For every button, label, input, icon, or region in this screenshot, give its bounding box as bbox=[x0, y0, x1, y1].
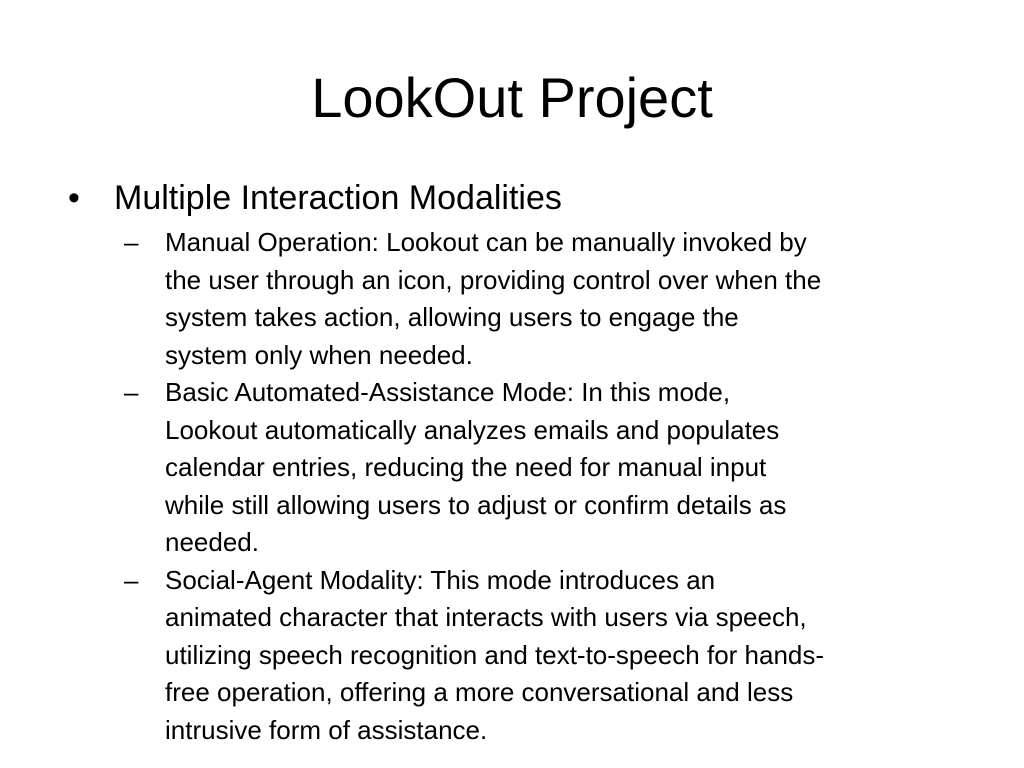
sub-bullet-line: while still allowing users to adjust or confirm details as bbox=[165, 489, 787, 520]
sub-bullet-line: system only when needed. bbox=[165, 339, 473, 370]
sub-bullet-line: utilizing speech recognition and text-to-speech for hands- bbox=[165, 639, 825, 670]
sub-bullet-line: needed. bbox=[165, 527, 259, 557]
dash-icon: – bbox=[124, 227, 139, 257]
sub-bullet-line: Social-Agent Modality: This mode introduces an bbox=[165, 564, 716, 595]
sub-bullet-line: animated character that interacts with users via speech, bbox=[165, 602, 807, 632]
sub-bullet-line: Basic Automated-Assistance Mode: In this mode, bbox=[165, 377, 731, 407]
slide-title: LookOut Project bbox=[311, 66, 713, 129]
sub-bullet-manual-operation bbox=[124, 224, 974, 374]
sub-bullet-line: Manual Operation: Lookout can be manually invoked by bbox=[165, 227, 807, 257]
sub-bullet-list bbox=[124, 224, 974, 749]
main-bullet-text: Multiple Interaction Modalities bbox=[114, 179, 562, 217]
sub-bullet-line: free operation, offering a more conversational and less bbox=[165, 677, 794, 707]
sub-bullet-line: calendar entries, reducing the need for manual input bbox=[165, 452, 767, 482]
sub-bullet-social-agent-modality bbox=[124, 562, 974, 750]
sub-bullet-line: the user through an icon, providing control over when the bbox=[165, 264, 822, 295]
dash-icon: – bbox=[124, 377, 139, 407]
bullet-dot-icon: • bbox=[68, 179, 80, 217]
sub-bullet-line: Lookout automatically analyzes emails and populates bbox=[165, 414, 780, 445]
sub-bullet-basic-automated-assistance bbox=[124, 374, 974, 562]
dash-icon: – bbox=[124, 564, 139, 595]
sub-bullet-line: intrusive form of assistance. bbox=[165, 714, 488, 745]
sub-bullet-line: system takes action, allowing users to engage the bbox=[165, 302, 739, 332]
